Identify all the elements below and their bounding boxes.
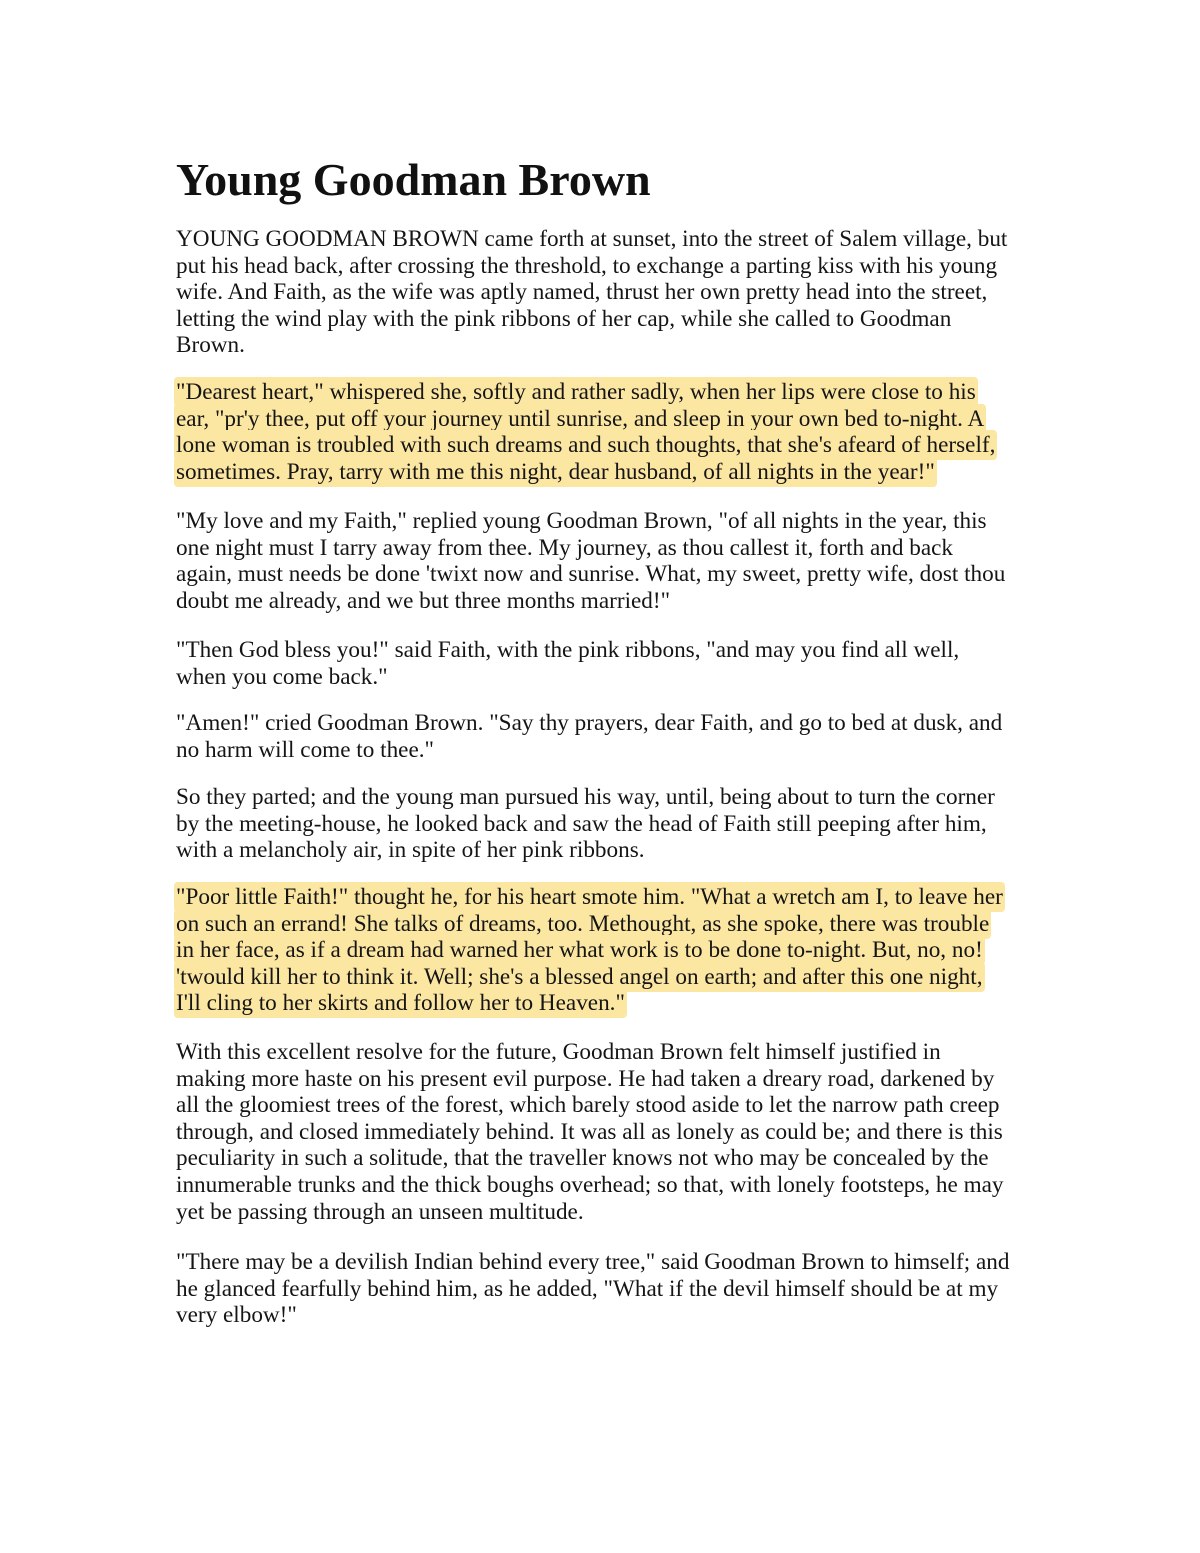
highlighted-text: lone woman is troubled with such dreams and such thoughts, that she's afeard of herself, xyxy=(176,432,996,459)
highlighted-text: "Dearest heart," whispered she, softly and rather sadly, when her lips were close to his xyxy=(176,379,976,405)
text-line xyxy=(176,379,1046,406)
paragraph xyxy=(176,710,1046,763)
line-text: through, and closed immediately behind. It was all as lonely as could be; and there is this xyxy=(176,1118,1003,1145)
text-line xyxy=(176,1039,1046,1066)
text-line xyxy=(176,432,1046,459)
text-line xyxy=(176,279,1046,306)
text-line xyxy=(176,1066,1046,1093)
line-text: innumerable trunks and the thick boughs overhead; so that, with lonely footsteps, he may xyxy=(176,1171,1004,1198)
highlighted-text: sometimes. Pray, tarry with me this night, dear husband, of all nights in the year!" xyxy=(176,458,935,485)
line-text: "There may be a devilish Indian behind every tree," said Goodman Brown to himself; and xyxy=(176,1249,1010,1275)
text-line xyxy=(176,1092,1046,1119)
line-text: peculiarity in such a solitude, that the traveller knows not who may be concealed by the xyxy=(176,1145,989,1172)
text-line xyxy=(176,406,1046,433)
highlighted-text: "Poor little Faith!" thought he, for his heart smote him. "What a wretch am I, to leave her xyxy=(176,884,1003,910)
text-line xyxy=(176,1249,1046,1276)
highlighted-text: ear, "pr'y thee, put off your journey until sunrise, and sleep in your own bed to-night. A xyxy=(176,405,985,432)
line-text: So they parted; and the young man pursued his way, until, being about to turn the corner xyxy=(176,784,995,810)
text-line xyxy=(176,588,1046,615)
line-text: Brown. xyxy=(176,332,245,359)
highlighted-text: 'twould kill her to think it. Well; she's a blessed angel on earth; and after this one night, xyxy=(176,963,983,990)
line-text: with a melancholy air, in spite of her pink ribbons. xyxy=(176,837,645,864)
line-text: doubt me already, and we but three months married!" xyxy=(176,587,671,614)
text-line xyxy=(176,937,1046,964)
highlighted-paragraph xyxy=(176,884,1046,1017)
line-text: wife. And Faith, as the wife was aptly named, thrust her own pretty head into the street, xyxy=(176,279,988,306)
line-text: "My love and my Faith," replied young Goodman Brown, "of all nights in the year, this xyxy=(176,508,987,534)
text-line xyxy=(176,1199,1046,1226)
text-line xyxy=(176,253,1046,280)
text-line xyxy=(176,811,1046,838)
line-text: he glanced fearfully behind him, as he added, "What if the devil himself should be at my xyxy=(176,1275,999,1302)
text-line xyxy=(176,1172,1046,1199)
highlighted-paragraph xyxy=(176,379,1046,485)
text-line xyxy=(176,837,1046,864)
text-line xyxy=(176,1145,1046,1172)
text-line xyxy=(176,964,1046,991)
text-line xyxy=(176,226,1046,253)
line-text: very elbow!" xyxy=(176,1302,297,1329)
paragraph xyxy=(176,508,1046,614)
paragraph xyxy=(176,1249,1046,1329)
text-line xyxy=(176,884,1046,911)
text-line xyxy=(176,508,1046,535)
highlighted-text: in her face, as if a dream had warned her what work is to be done to-night. But, no, no! xyxy=(176,937,983,964)
text-line xyxy=(176,1302,1046,1329)
text-line xyxy=(176,710,1046,737)
line-text: "Then God bless you!" said Faith, with the pink ribbons, "and may you find all well, xyxy=(176,637,960,663)
paragraph xyxy=(176,784,1046,864)
document-title: Young Goodman Brown xyxy=(176,154,651,205)
paragraph xyxy=(176,637,1046,690)
line-text: making more haste on his present evil purpose. He had taken a dreary road, darkened by xyxy=(176,1065,995,1092)
line-text: letting the wind play with the pink ribbons of her cap, while she called to Goodman xyxy=(176,305,952,332)
line-text: put his head back, after crossing the threshold, to exchange a parting kiss with his young xyxy=(176,252,998,279)
text-line xyxy=(176,1276,1046,1303)
paragraph xyxy=(176,226,1046,359)
text-line xyxy=(176,784,1046,811)
line-text: With this excellent resolve for the future, Goodman Brown felt himself justified in xyxy=(176,1039,941,1065)
line-text: by the meeting-house, he looked back and saw the head of Faith still peeping after him, xyxy=(176,810,987,837)
line-text: no harm will come to thee." xyxy=(176,736,435,763)
text-line xyxy=(176,990,1046,1017)
text-line xyxy=(176,911,1046,938)
line-text: again, must needs be done 'twixt now and sunrise. What, my sweet, pretty wife, dost thou xyxy=(176,561,1006,588)
text-line xyxy=(176,664,1046,691)
text-line xyxy=(176,561,1046,588)
text-line xyxy=(176,306,1046,333)
paragraph xyxy=(176,1039,1046,1225)
line-text: all the gloomiest trees of the forest, which barely stood aside to let the narrow path creep xyxy=(176,1092,1000,1119)
line-text: one night must I tarry away from thee. My journey, as thou callest it, forth and back xyxy=(176,534,953,561)
text-line xyxy=(176,459,1046,486)
text-line xyxy=(176,637,1046,664)
text-line xyxy=(176,1119,1046,1146)
text-line xyxy=(176,535,1046,562)
highlighted-text: I'll cling to her skirts and follow her to Heaven." xyxy=(176,990,625,1017)
text-line xyxy=(176,332,1046,359)
line-text: YOUNG GOODMAN BROWN came forth at sunset, into the street of Salem village, but xyxy=(176,226,1008,252)
highlighted-text: on such an errand! She talks of dreams, too. Methought, as she spoke, there was trouble xyxy=(176,910,990,937)
line-text: when you come back." xyxy=(176,663,388,690)
text-line xyxy=(176,737,1046,764)
line-text: "Amen!" cried Goodman Brown. "Say thy prayers, dear Faith, and go to bed at dusk, and xyxy=(176,710,1003,736)
line-text: yet be passing through an unseen multitude. xyxy=(176,1198,584,1225)
